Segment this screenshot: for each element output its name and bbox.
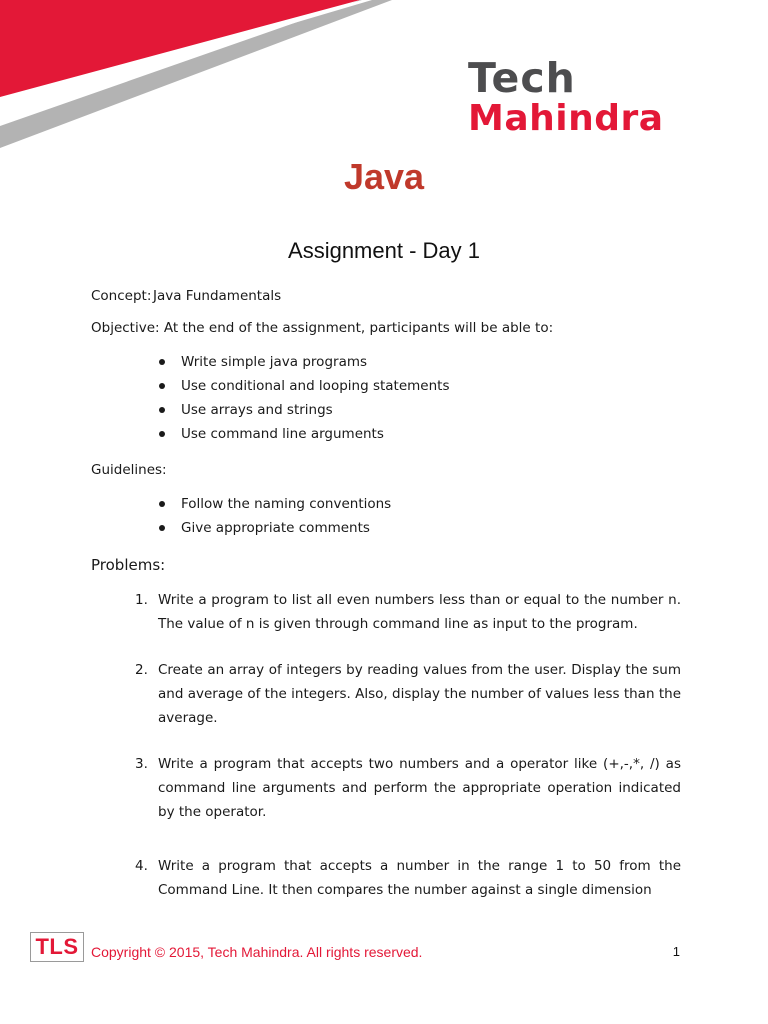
problem-text: Write a program to list all even numbers less than or equal to the number n. The value of n is given through command line as input to the program. [158,592,681,632]
concept-line [91,286,681,306]
copyright-text: Copyright © 2015, Tech Mahindra. All rights reserved. [91,944,423,960]
page-footer [30,930,680,966]
list-item: Use conditional and looping statements [157,374,681,398]
tls-badge: TLS [30,932,84,962]
problem-item [91,658,681,730]
list-item: Give appropriate comments [157,516,681,540]
objective-line [91,318,681,338]
problem-number: 3. [135,756,148,772]
problem-item [91,854,681,902]
page-number: 1 [672,944,680,959]
objective-label: Objective: [91,320,160,336]
problem-number: 4. [135,858,148,874]
problem-number: 1. [135,592,148,608]
guidelines-label: Guidelines: [91,462,167,478]
logo-text-mahindra: Mahindra [468,98,664,139]
logo-text-tech: Tech [468,54,576,102]
concept-label: Concept: [91,288,152,304]
guidelines-list [91,492,681,540]
problem-item [91,752,681,824]
problem-text: Write a program that accepts two numbers and a operator like (+,-,*, /) as command line arguments and perform the appropriate operation indicated by the operator. [158,756,681,820]
problem-text: Write a program that accepts a number in the range 1 to 50 from the Command Line. It then compares the number against a single dimension [158,858,681,898]
problems-heading: Problems: [91,556,166,574]
concept-value: Java Fundamentals [153,288,282,304]
objectives-list [91,350,681,446]
problems-list [91,588,681,902]
document-subtitle: Assignment - Day 1 [288,238,480,263]
problem-text: Create an array of integers by reading values from the user. Display the sum and average of the integers. Also, display the number of values less than the average. [158,662,681,726]
list-item: Use arrays and strings [157,398,681,422]
objective-value: At the end of the assignment, participants will be able to: [163,320,554,336]
document-content [91,286,681,920]
list-item: Write simple java programs [157,350,681,374]
problem-item [91,588,681,636]
problem-number: 2. [135,662,148,678]
document-title: Java [343,156,425,197]
list-item: Use command line arguments [157,422,681,446]
list-item: Follow the naming conventions [157,492,681,516]
